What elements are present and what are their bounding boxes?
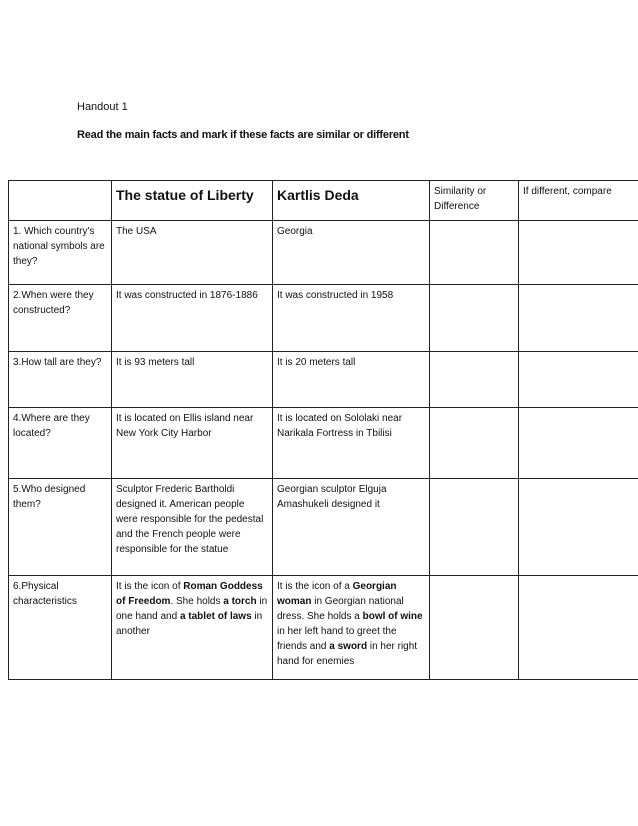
liberty-cell: It is located on Ellis island near New York City Harbor — [112, 408, 273, 479]
similarity-answer-cell[interactable] — [430, 352, 519, 408]
question-cell: 5.Who designed them? — [9, 479, 112, 576]
header-row — [9, 181, 638, 221]
kartlis-text: in her left hand to greet the friends and — [277, 626, 397, 652]
header-empty-cell — [9, 181, 112, 221]
question-cell: 1. Which country's national symbols are they? — [9, 221, 112, 285]
compare-answer-cell[interactable] — [519, 352, 638, 408]
header-similarity-or-difference: Similarity or Difference — [430, 181, 519, 221]
table-row — [9, 576, 638, 680]
liberty-text: in another — [116, 611, 263, 637]
liberty-bold-tablet: a tablet of laws — [179, 611, 252, 622]
liberty-text: It is the icon of — [116, 581, 184, 592]
kartlis-cell: It is 20 meters tall — [273, 352, 430, 408]
comparison-table — [8, 180, 638, 680]
kartlis-cell: Georgia — [273, 221, 430, 285]
liberty-text: . She holds — [170, 596, 224, 607]
compare-answer-cell[interactable] — [519, 221, 638, 285]
liberty-cell: It was constructed in 1876-1886 — [112, 285, 273, 352]
liberty-cell — [112, 576, 273, 680]
compare-answer-cell[interactable] — [519, 408, 638, 479]
liberty-bold-goddess: Roman Goddess of Freedom — [116, 581, 263, 607]
table-row — [9, 285, 638, 352]
kartlis-cell: It was constructed in 1958 — [273, 285, 430, 352]
similarity-answer-cell[interactable] — [430, 576, 519, 680]
kartlis-bold-woman: Georgian woman — [277, 581, 397, 607]
table-row — [9, 479, 638, 576]
table-row — [9, 221, 638, 285]
similarity-answer-cell[interactable] — [430, 221, 519, 285]
similarity-answer-cell[interactable] — [430, 408, 519, 479]
similarity-answer-cell[interactable] — [430, 479, 519, 576]
liberty-cell: It is 93 meters tall — [112, 352, 273, 408]
kartlis-text: in her right hand for enemies — [277, 641, 418, 667]
liberty-cell: The USA — [112, 221, 273, 285]
table-row — [9, 352, 638, 408]
kartlis-text: in Georgian national dress. She holds a — [277, 596, 404, 622]
compare-answer-cell[interactable] — [519, 285, 638, 352]
kartlis-bold-sword: a sword — [329, 641, 368, 652]
similarity-answer-cell[interactable] — [430, 285, 519, 352]
kartlis-bold-wine: bowl of wine — [362, 611, 423, 622]
liberty-bold-torch: a torch — [223, 596, 257, 607]
compare-answer-cell[interactable] — [519, 479, 638, 576]
instruction-heading: Read the main facts and mark if these facts are similar or different — [77, 129, 409, 141]
question-cell: 6.Physical characteristics — [9, 576, 112, 680]
table-row — [9, 408, 638, 479]
header-if-different-compare: If different, compare — [519, 181, 638, 221]
liberty-cell: Sculptor Frederic Bartholdi designed it. American people were responsible for the pedestal and the French people were responsible for the statue — [112, 479, 273, 576]
kartlis-text: It is the icon of a — [277, 581, 353, 592]
question-cell: 4.Where are they located? — [9, 408, 112, 479]
header-kartlis-deda: Kartlis Deda — [273, 181, 430, 221]
question-cell: 2.When were they constructed? — [9, 285, 112, 352]
kartlis-cell: Georgian sculptor Elguja Amashukeli designed it — [273, 479, 430, 576]
handout-label: Handout 1 — [77, 101, 128, 113]
compare-answer-cell[interactable] — [519, 576, 638, 680]
question-cell: 3.How tall are they? — [9, 352, 112, 408]
liberty-text: in one hand and — [116, 596, 268, 622]
kartlis-cell — [273, 576, 430, 680]
kartlis-cell: It is located on Sololaki near Narikala Fortress in Tbilisi — [273, 408, 430, 479]
header-statue-of-liberty: The statue of Liberty — [112, 181, 273, 221]
